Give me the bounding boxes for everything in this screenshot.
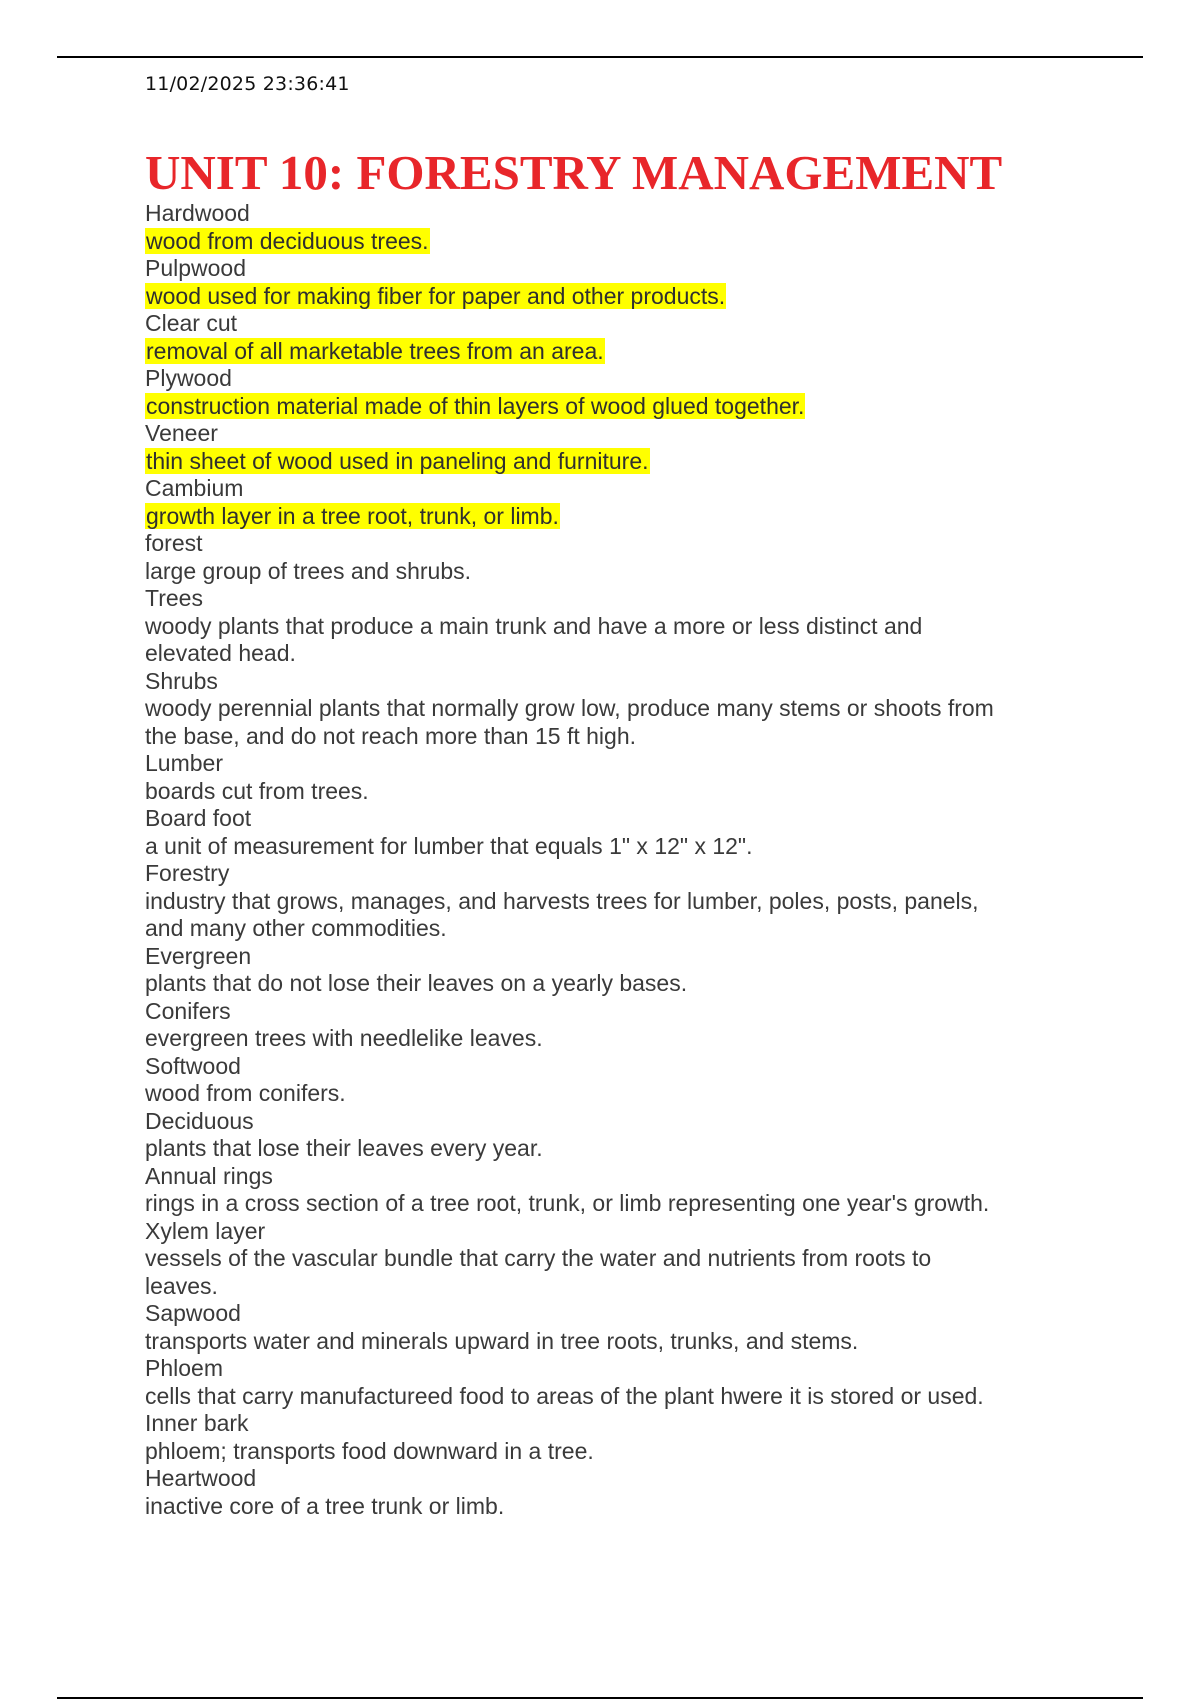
definition-line — [145, 283, 1045, 311]
definition-line — [145, 833, 1045, 861]
glossary-entry — [145, 310, 1045, 365]
definition-text: rings in a cross section of a tree root, trunk, or limb representing one year's growth. — [145, 1190, 990, 1216]
definition-text: plants that lose their leaves every year. — [145, 1135, 543, 1161]
definition-line — [145, 1493, 1045, 1521]
glossary-definition — [145, 613, 1045, 668]
glossary-definition — [145, 558, 1045, 586]
glossary-term: Sapwood — [145, 1300, 241, 1326]
header-rule — [57, 56, 1143, 58]
glossary-term: Conifers — [145, 997, 231, 1024]
definition-line — [145, 778, 1045, 806]
footer-rule — [57, 1697, 1143, 1699]
definition-line — [145, 503, 1045, 531]
definition-text: woody perennial plants that normally grow low, produce many stems or shoots from — [145, 695, 994, 721]
glossary-entry — [145, 1465, 1045, 1520]
glossary-entry — [145, 668, 1045, 751]
glossary-definition — [145, 1135, 1045, 1163]
glossary-entry — [145, 530, 1045, 585]
glossary-term: Lumber — [145, 750, 223, 776]
definition-line — [145, 558, 1045, 586]
definition-line — [145, 1245, 1045, 1273]
glossary-entry — [145, 1300, 1045, 1355]
glossary-definition — [145, 1025, 1045, 1053]
glossary-definition — [145, 228, 1045, 256]
definition-line — [145, 338, 1045, 366]
highlighted-definition-text: growth layer in a tree root, trunk, or limb. — [146, 502, 559, 529]
glossary-entry — [145, 1218, 1045, 1301]
document-title: UNIT 10: FORESTRY MANAGEMENT — [145, 145, 1003, 200]
definition-text: inactive core of a tree trunk or limb. — [145, 1492, 505, 1519]
glossary-definition — [145, 833, 1045, 861]
glossary-definition — [145, 970, 1045, 998]
glossary-entry — [145, 585, 1045, 668]
glossary-definition — [145, 1080, 1045, 1108]
highlighted-definition-text: wood used for making fiber for paper and other products. — [146, 282, 726, 309]
glossary-term: Pulpwood — [145, 255, 247, 281]
definition-text: industry that grows, manages, and harvests trees for lumber, poles, posts, panels, — [145, 887, 979, 914]
glossary-term: Forestry — [145, 860, 230, 886]
definition-text: a unit of measurement for lumber that equals 1" x 12" x 12". — [145, 832, 753, 859]
glossary-definition — [145, 1383, 1045, 1411]
glossary-term: Annual rings — [145, 1162, 273, 1189]
glossary-entry — [145, 1410, 1045, 1465]
glossary-term: Deciduous — [145, 1107, 254, 1134]
glossary-entry — [145, 750, 1045, 805]
glossary-entry — [145, 475, 1045, 530]
glossary-definition — [145, 778, 1045, 806]
highlighted-definition-text: thin sheet of wood used in paneling and furniture. — [146, 447, 649, 474]
definition-line — [145, 1135, 1045, 1163]
definition-text: transports water and minerals upward in tree roots, trunks, and stems. — [145, 1327, 859, 1354]
definition-text: cells that carry manufactureed food to areas of the plant hwere it is stored or used. — [145, 1382, 984, 1409]
glossary-term: Shrubs — [145, 667, 218, 694]
highlighted-definition-text: removal of all marketable trees from an area. — [146, 337, 604, 364]
definition-line — [145, 888, 1045, 916]
definition-text: woody plants that produce a main trunk and have a more or less distinct and — [145, 612, 923, 639]
glossary-entry — [145, 805, 1045, 860]
print-timestamp: 11/02/2025 23:36:41 — [145, 73, 350, 95]
definition-line — [145, 640, 1045, 668]
definition-line — [145, 1383, 1045, 1411]
glossary-term: Plywood — [145, 365, 232, 391]
highlighted-definition-text: wood from deciduous trees. — [146, 227, 429, 254]
highlighted-definition-text: construction material made of thin layers of wood glued together. — [146, 392, 805, 419]
glossary-definition — [145, 1438, 1045, 1466]
glossary-term: Clear cut — [145, 310, 238, 336]
glossary-definition — [145, 695, 1045, 750]
glossary-term: Evergreen — [145, 942, 252, 969]
glossary-definition — [145, 338, 1045, 366]
definition-text: leaves. — [145, 1272, 218, 1299]
glossary-definition — [145, 393, 1045, 421]
definition-line — [145, 448, 1045, 476]
definition-line — [145, 1328, 1045, 1356]
glossary-term: Heartwood — [145, 1465, 257, 1491]
definition-text: the base, and do not reach more than 15 ft high. — [145, 722, 637, 749]
definition-line — [145, 915, 1045, 943]
glossary-term: Hardwood — [145, 200, 250, 226]
glossary-term: Board foot — [145, 805, 252, 831]
glossary-term: Softwood — [145, 1052, 241, 1079]
glossary-entry — [145, 200, 1045, 255]
definition-text: wood from conifers. — [145, 1080, 346, 1106]
definition-line — [145, 1438, 1045, 1466]
glossary-definition — [145, 503, 1045, 531]
definition-line — [145, 613, 1045, 641]
glossary-list — [145, 200, 1045, 1520]
glossary-definition — [145, 283, 1045, 311]
glossary-term: Phloem — [145, 1355, 223, 1381]
glossary-definition — [145, 448, 1045, 476]
definition-text: plants that do not lose their leaves on a yearly bases. — [145, 970, 688, 996]
definition-line — [145, 723, 1045, 751]
glossary-entry — [145, 998, 1045, 1053]
glossary-term: Cambium — [145, 475, 244, 501]
glossary-definition — [145, 888, 1045, 943]
definition-text: elevated head. — [145, 640, 296, 666]
definition-line — [145, 970, 1045, 998]
glossary-entry — [145, 1108, 1045, 1163]
definition-text: vessels of the vascular bundle that carry the water and nutrients from roots to — [145, 1245, 932, 1271]
glossary-entry — [145, 943, 1045, 998]
definition-line — [145, 1273, 1045, 1301]
definition-line — [145, 1025, 1045, 1053]
definition-text: evergreen trees with needlelike leaves. — [145, 1025, 543, 1051]
definition-text: and many other commodities. — [145, 915, 447, 941]
glossary-entry — [145, 1355, 1045, 1410]
definition-line — [145, 393, 1045, 421]
glossary-entry — [145, 860, 1045, 943]
glossary-entry — [145, 255, 1045, 310]
glossary-term: Xylem layer — [145, 1217, 266, 1244]
glossary-term: Inner bark — [145, 1410, 249, 1436]
glossary-definition — [145, 1493, 1045, 1521]
glossary-entry — [145, 420, 1045, 475]
glossary-term: Trees — [145, 585, 203, 611]
glossary-term: Veneer — [145, 420, 218, 446]
glossary-entry — [145, 365, 1045, 420]
glossary-entry — [145, 1053, 1045, 1108]
definition-line — [145, 1080, 1045, 1108]
glossary-definition — [145, 1328, 1045, 1356]
definition-text: large group of trees and shrubs. — [145, 557, 472, 584]
glossary-definition — [145, 1245, 1045, 1300]
glossary-definition — [145, 1190, 1045, 1218]
definition-line — [145, 695, 1045, 723]
definition-line — [145, 1190, 1045, 1218]
definition-line — [145, 228, 1045, 256]
glossary-entry — [145, 1163, 1045, 1218]
glossary-term: forest — [145, 530, 203, 556]
definition-text: phloem; transports food downward in a tree. — [145, 1437, 594, 1464]
definition-text: boards cut from trees. — [145, 777, 369, 804]
